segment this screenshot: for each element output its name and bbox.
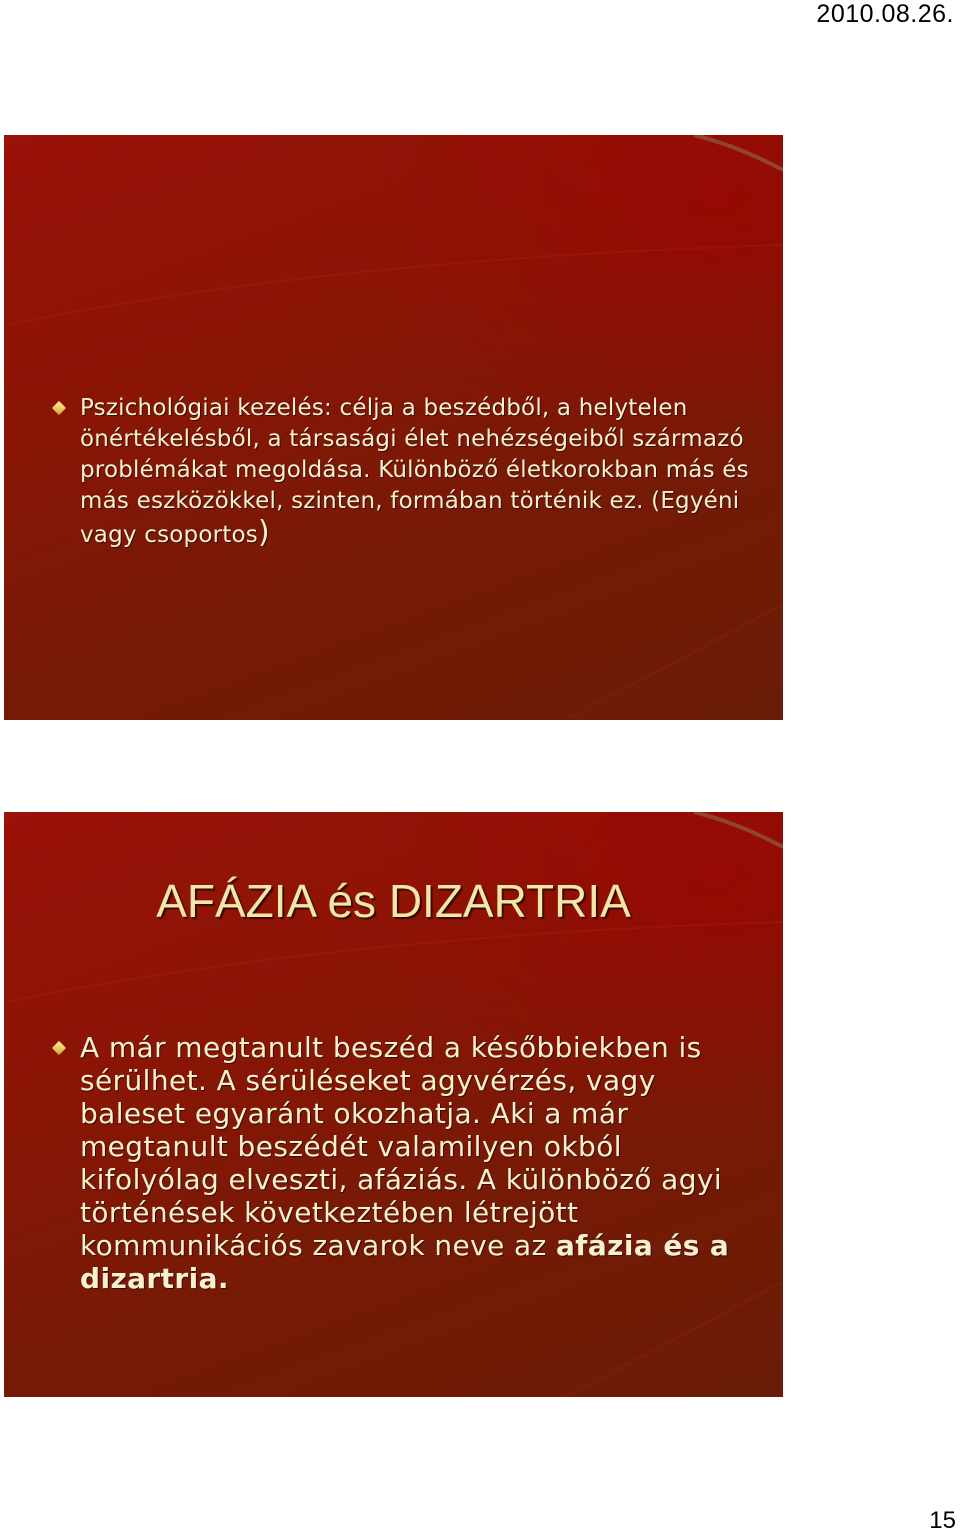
slide-2 <box>4 812 783 1397</box>
bullet-icon <box>52 401 66 415</box>
slide-2-bullet-body: A már megtanult beszéd a későbbiekben is sérülhet. A sérüléseket agyvérzés, vagy baleset egyaránt okozhatja. Aki a már megtanult beszédét valamilyen okból kifolyólag elveszti, afáziás. A különböző agyi történések következtében létrejött kommunikációs zavarok neve az <box>80 1031 723 1262</box>
slide-2-bold-term: afázia és a dizartria. <box>80 1229 730 1295</box>
header-date: 2010.08.26. <box>816 0 954 28</box>
slide-1-bullet <box>54 393 753 551</box>
slide-1-bullet-text <box>80 393 753 551</box>
slide-1 <box>4 135 783 720</box>
slide-2-title: AFÁZIA és DIZARTRIA <box>156 875 631 927</box>
page-number: 15 <box>929 1507 956 1534</box>
slide-2-bullet-text <box>80 1031 753 1295</box>
bullet-icon <box>52 1041 66 1055</box>
slide-1-closing-paren: ) <box>257 515 270 550</box>
slide-1-bullet-body: Pszichológiai kezelés: célja a beszédből, a helytelen önértékelésből, a társasági élet nehézségeiből származó problémákat megoldása. Különböző életkorokban más és más eszközökkel, szinten, formában történik ez. (Egyéni vagy csoportos <box>80 395 749 548</box>
slide-2-bullet <box>54 1031 753 1295</box>
